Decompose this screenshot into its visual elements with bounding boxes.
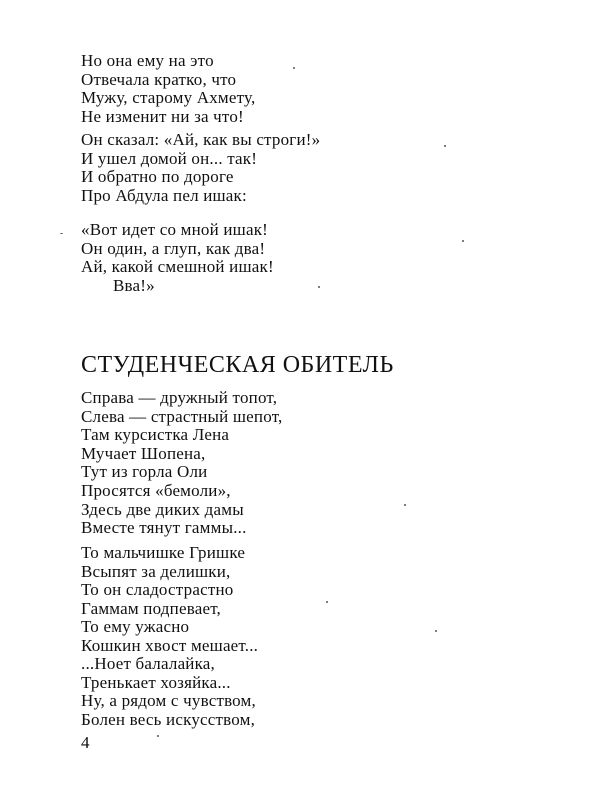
poem-two-stanza-2 <box>81 544 258 656</box>
verse-line: То мальчишке Гришке <box>81 543 246 562</box>
poem-one-stanza-3 <box>81 221 274 295</box>
verse-line: Не изменит ни за что! <box>81 106 244 126</box>
verse-line: Кошкин хвост мешает... <box>81 635 259 655</box>
verse-line: Гаммам подпевает, <box>81 598 221 618</box>
verse-line: Тренькает хозяйка... <box>81 672 231 692</box>
verse-line: Ну, а рядом с чувством, <box>81 691 256 711</box>
poem-one-stanza-2 <box>81 131 320 205</box>
verse-line: Ай, какой смешной ишак! <box>81 257 274 277</box>
verse-line: И обратно по дороге <box>81 167 234 187</box>
scan-speck <box>293 67 295 69</box>
verse-line: Мужу, старому Ахмету, <box>81 88 256 108</box>
verse-line: И ушел домой он... так! <box>81 148 258 168</box>
verse-line: «Вот идет со мной ишак! <box>81 220 269 239</box>
verse-line: Он сказал: «Ай, как вы строги!» <box>81 130 321 149</box>
verse-line: То ему ужасно <box>81 617 190 637</box>
verse-line: Вва!» <box>113 275 155 295</box>
scan-speck <box>326 601 328 603</box>
verse-line: Но она ему на это <box>81 51 214 70</box>
scan-speck <box>404 504 406 506</box>
scan-speck <box>60 233 63 234</box>
scan-speck <box>435 630 437 632</box>
verse-line: Тут из горла Оли <box>81 462 208 482</box>
verse-line: Всыпят за делишки, <box>81 561 231 581</box>
verse-line: Просятся «бемоли», <box>81 480 231 500</box>
scan-speck <box>462 240 464 242</box>
verse-line: Слева — страстный шепот, <box>81 406 283 426</box>
scan-speck <box>318 286 320 288</box>
verse-line: Про Абдула пел ишак: <box>81 185 247 205</box>
poem-title: СТУДЕНЧЕСКАЯ ОБИТЕЛЬ <box>81 352 394 378</box>
verse-line: Он один, а глуп, как два! <box>81 238 266 258</box>
poem-two-stanza-1 <box>81 389 283 538</box>
verse-line: Мучает Шопена, <box>81 443 206 463</box>
poem-one-stanza-1 <box>81 52 255 126</box>
poem-two-stanza-3 <box>81 655 256 729</box>
page-number: 4 <box>81 733 90 752</box>
verse-line: То он сладострастно <box>81 580 234 600</box>
verse-line: Вместе тянут гаммы... <box>81 518 247 538</box>
scan-speck <box>444 145 446 147</box>
verse-line: Болен весь искусством, <box>81 709 256 729</box>
scan-speck <box>157 735 159 737</box>
verse-line: Там курсистка Лена <box>81 425 230 445</box>
verse-line: ...Ноет балалайка, <box>81 654 216 673</box>
verse-line: Справа — дружный топот, <box>81 388 278 407</box>
verse-line: Здесь две диких дамы <box>81 499 244 519</box>
verse-line: Отвечала кратко, что <box>81 69 237 89</box>
